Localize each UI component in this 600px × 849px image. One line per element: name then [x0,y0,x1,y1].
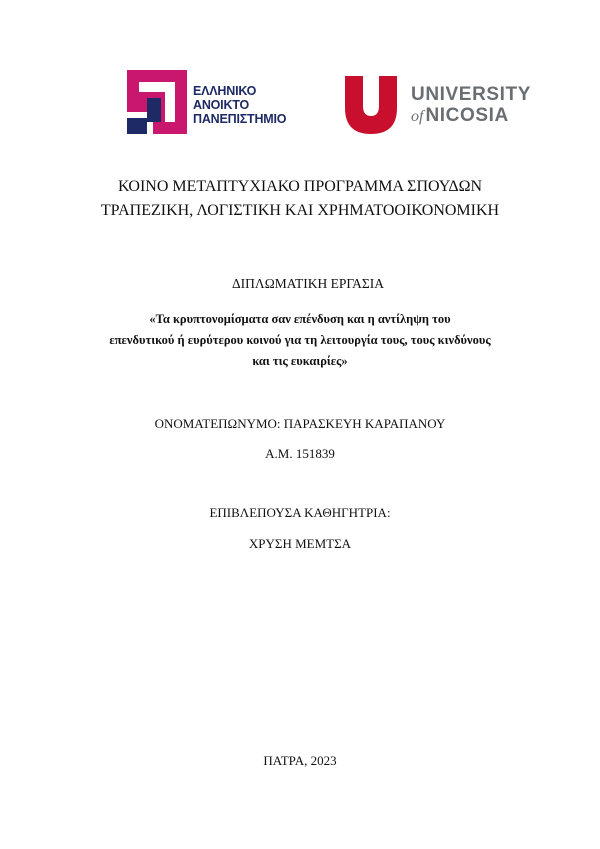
place-date: ΠΑΤΡΑ, 2023 [263,753,337,768]
program-title-line-1: ΚΟΙΝΟ ΜΕΤΑΠΤΥΧΙΑΚΟ ΠΡΟΓΡΑΜΜΑ ΣΠΟΥΔΩΝ [117,178,483,195]
author-registration-number: Α.Μ. 151839 [265,446,335,461]
program-title-line-2: ΤΡΑΠΕΖΙΚΗ, ΛΟΓΙΣΤΙΚΗ ΚΑΙ ΧΡΗΜΑΤΟΟΙΚΟΝΟΜΙΚΗ [100,202,500,219]
thesis-title [60,309,540,372]
eap-line-2: ΑΝΟΙΚΤΟ [193,98,250,112]
unic-wordmark-nicosia: NICOSIA [425,105,509,126]
eap-line-1: ΕΛΛΗΝΙΚΟ [193,84,257,98]
hellenic-open-university-logo [127,70,297,136]
supervisor-label: ΕΠΙΒΛΕΠΟΥΣΑ ΚΑΘΗΓΗΤΡΙΑ: [209,505,391,520]
thesis-title-line-1: «Τα κρυπτονομίσματα σαν επένδυση και η αντίληψη του [149,312,451,326]
eap-line-3: ΠΑΝΕΠΙΣΤΗΜΙΟ [193,112,287,126]
thesis-title-line-3: και τις ευκαιρίες» [252,354,348,368]
unic-wordmark-line-2 [411,106,509,127]
unic-wordmark-of: of [411,108,424,125]
hellenic-open-university-wordmark [193,84,286,126]
thesis-title-line-2: επενδυτικού ή ευρύτερου κοινού για τη λειτουργία τους, τους κινδύνους [109,333,491,347]
university-of-nicosia-logo [345,76,532,136]
thesis-label: ΔΙΠΛΩΜΑΤΙΚΗ ΕΡΓΑΣΙΑ [232,276,384,291]
unic-wordmark-line-1: UNIVERSITY [411,84,532,105]
hellenic-open-university-logo-icon [127,70,187,134]
program-title [0,175,600,223]
supervisor-name: ΧΡΥΣΗ ΜΕΜΤΣΑ [248,536,352,551]
university-of-nicosia-logo-icon [345,76,397,134]
author-name: ΟΝΟΜΑΤΕΠΩΝΥΜΟ: ΠΑΡΑΣΚΕΥΗ ΚΑΡΑΠΑΝΟΥ [154,416,446,431]
